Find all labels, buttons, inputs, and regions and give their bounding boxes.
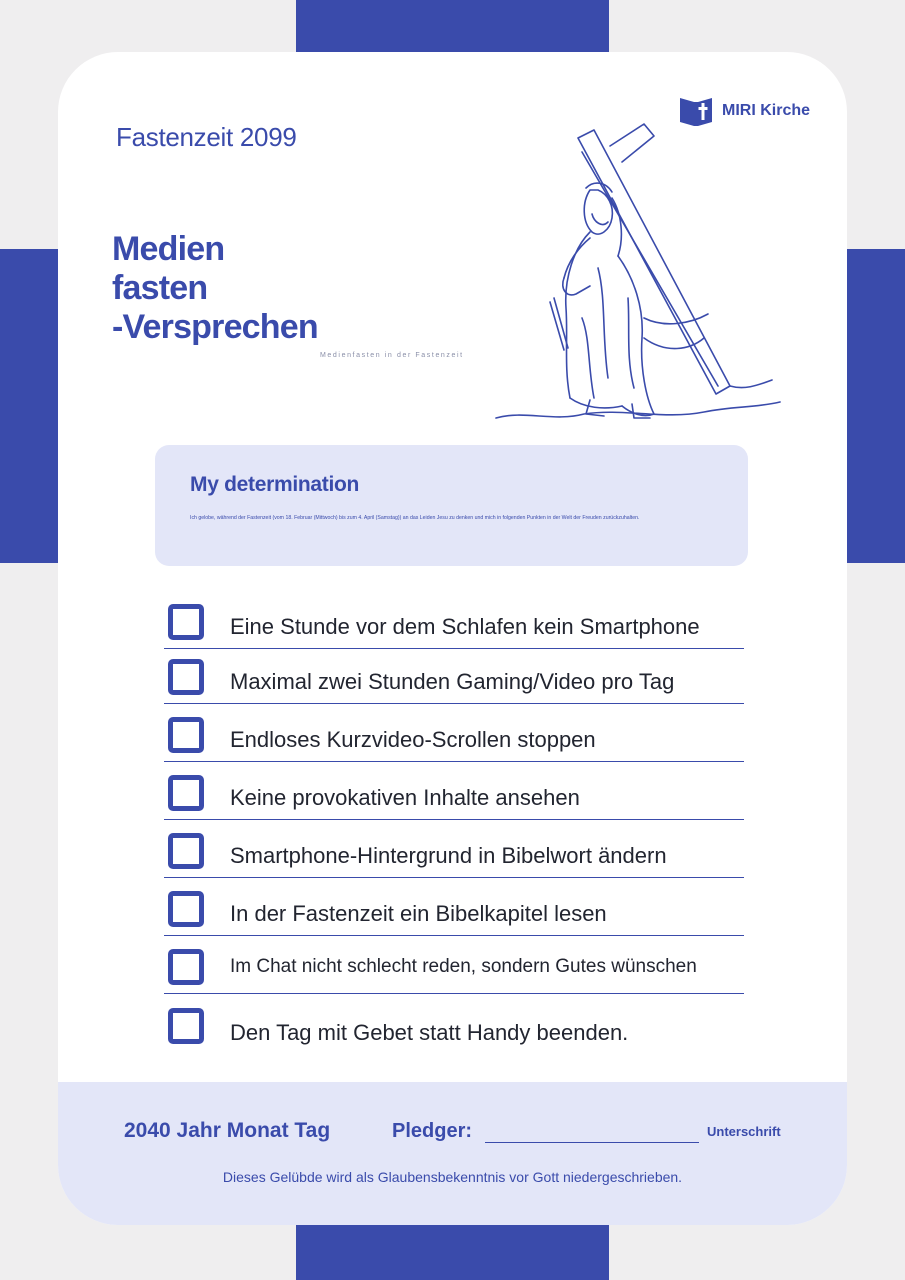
- jesus-carrying-cross-illustration: [494, 118, 784, 428]
- checkbox[interactable]: [168, 1008, 204, 1044]
- checklist-item-7: [164, 945, 744, 994]
- checklist-label: Im Chat nicht schlecht reden, sondern Gutes wünschen: [230, 956, 697, 977]
- checklist-label: Den Tag mit Gebet statt Handy beenden.: [230, 1020, 629, 1045]
- checklist-item-1: [164, 600, 744, 649]
- signature-label: Unterschrift: [707, 1124, 781, 1139]
- pledger-label: Pledger:: [392, 1120, 473, 1142]
- checklist-item-5: [164, 829, 744, 878]
- date-field-label: 2040 Jahr Monat Tag: [124, 1119, 331, 1142]
- background-band-top: [296, 0, 609, 60]
- checklist-item-3: [164, 713, 744, 762]
- checklist-label: Endloses Kurzvideo-Scrollen stoppen: [230, 727, 596, 752]
- checklist-label: In der Fastenzeit ein Bibelkapitel lesen: [230, 901, 607, 926]
- background-band-bottom: [296, 1220, 609, 1280]
- signature-footer: [58, 1082, 847, 1225]
- checkbox[interactable]: [168, 891, 204, 927]
- determination-text: Ich gelobe, während der Fastenzeit (vom 18. Februar (Mittwoch) bis zum 4. April (Samstag)) an das Leiden Jesu zu denken und mich in folgenden Punkten in der Welt der Freuden zurückzuhalten.: [190, 515, 640, 521]
- checkbox[interactable]: [168, 659, 204, 695]
- checklist-label: Maximal zwei Stunden Gaming/Video pro Tag: [230, 669, 675, 694]
- checklist-item-4: [164, 771, 744, 820]
- season-heading: Fastenzeit 2099: [116, 122, 297, 152]
- checkbox[interactable]: [168, 717, 204, 753]
- background-band-right: [846, 249, 905, 563]
- checklist-item-6: [164, 887, 744, 936]
- title-line-3: -Versprechen: [112, 308, 318, 346]
- checkbox[interactable]: [168, 775, 204, 811]
- checklist-label: Eine Stunde vor dem Schlafen kein Smartphone: [230, 614, 700, 639]
- title-line-1: Medien: [112, 230, 225, 268]
- checkbox[interactable]: [168, 833, 204, 869]
- signature-line[interactable]: [485, 1142, 699, 1143]
- determination-title: My determination: [190, 473, 360, 496]
- checklist-label: Keine provokativen Inhalte ansehen: [230, 785, 580, 810]
- checklist-item-8: [164, 1004, 744, 1052]
- footer-note: Dieses Gelübde wird als Glaubensbekenntnis vor Gott niedergeschrieben.: [222, 1169, 683, 1185]
- checklist-label: Smartphone-Hintergrund in Bibelwort ändern: [230, 843, 667, 868]
- background-band-left: [0, 249, 60, 563]
- checklist-item-2: [164, 657, 744, 704]
- pledge-card: [58, 52, 847, 1225]
- checkbox[interactable]: [168, 604, 204, 640]
- determination-panel: [155, 445, 748, 566]
- logo-text: MIRI Kirche: [722, 102, 811, 119]
- page-subtitle: Medienfasten in der Fastenzeit: [320, 352, 464, 359]
- checkbox[interactable]: [168, 949, 204, 985]
- title-line-2: fasten: [112, 269, 208, 307]
- page-title: [112, 230, 318, 347]
